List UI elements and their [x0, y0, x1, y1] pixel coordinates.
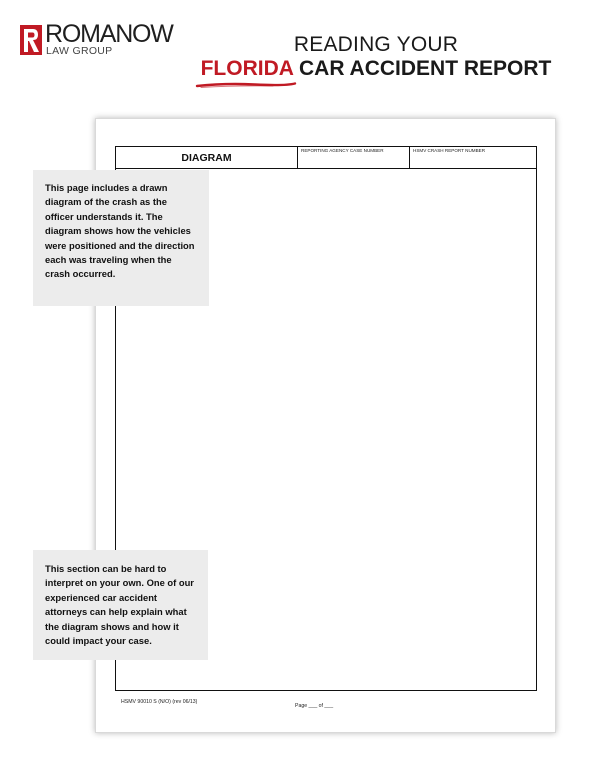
callout-attorney-help: This section can be hard to interpret on your own. One of our experienced car accident attorneys can help explain what the diagram shows and how it could impact your case. [33, 550, 208, 660]
brush-underline-icon [195, 80, 297, 90]
title-highlight: FLORIDA [200, 57, 294, 80]
diagram-label: DIAGRAM [181, 152, 232, 164]
diagram-header-cell [116, 147, 298, 168]
hsmv-report-number-label: HSMV CRASH REPORT NUMBER [413, 148, 486, 153]
form-code: HSMV 90010 S (N/O) (rev 06/13) [121, 699, 198, 705]
brand-logo [20, 22, 180, 58]
page-title-line-1: READING YOUR [293, 33, 459, 56]
title-rest: CAR ACCIDENT REPORT [293, 57, 552, 80]
page-title-line-2 [188, 57, 564, 81]
brand-name: ROMANOW [45, 20, 173, 48]
callout-diagram-explanation: This page includes a drawn diagram of the crash as the officer understands it. The diagram shows how the vehicles were positioned and the direction each was traveling when the crash occurred. [33, 170, 209, 306]
agency-case-number-label: REPORTING AGENCY CASE NUMBER [301, 148, 384, 153]
brand-subtitle: LAW GROUP [46, 45, 113, 57]
hsmv-report-number-cell [410, 147, 536, 168]
romanow-r-logo-icon [20, 25, 42, 55]
agency-case-number-cell [298, 147, 410, 168]
form-header [116, 147, 536, 169]
page-number-label: Page ___ of ___ [295, 703, 334, 709]
